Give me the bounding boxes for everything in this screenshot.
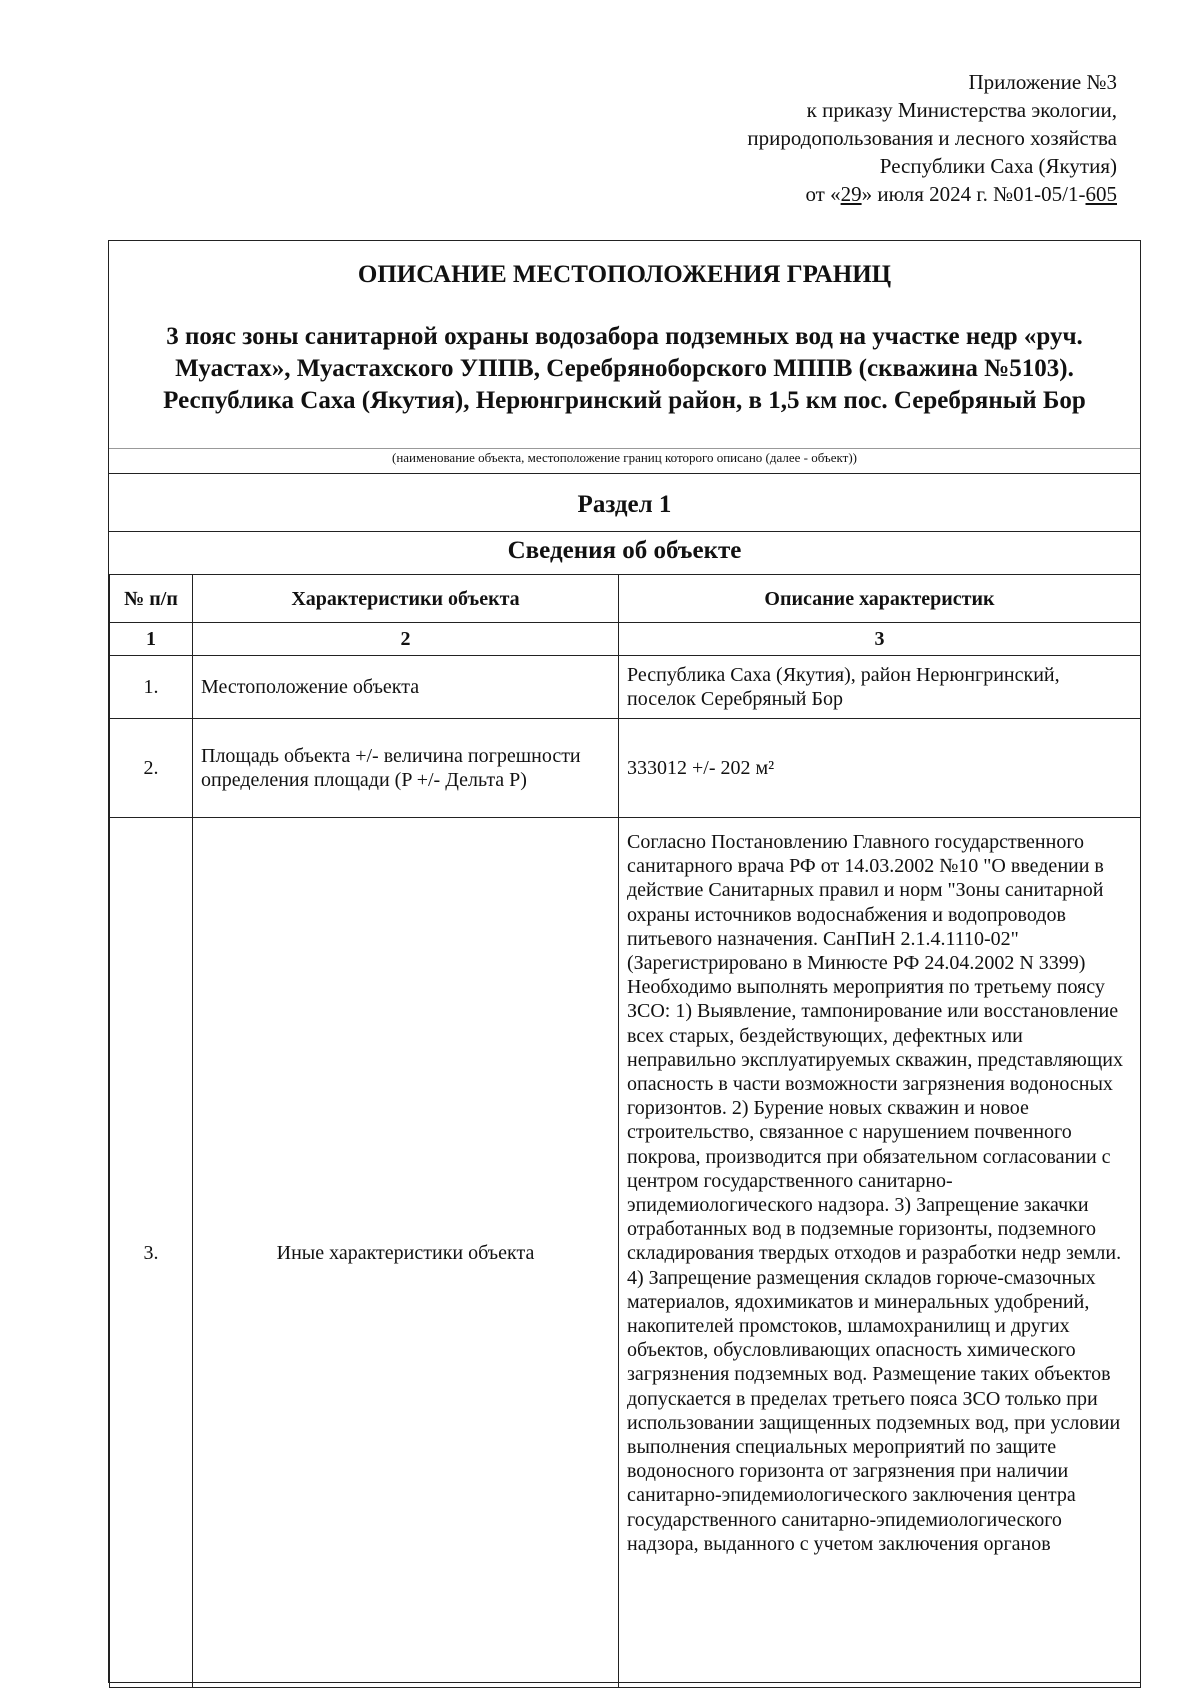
row-characteristic: Площадь объекта +/- величина погрешности определения площади (P +/- Дельта P) (193, 719, 619, 818)
object-name: 3 пояс зоны санитарной охраны водозабора подземных вод на участке недр «руч. Муастах», Муастахского УППВ, Серебряноборского МППВ (скважина №5103). Республика Саха (Якутия), Нерюнгринский район, в 1,5 км пос. Серебряный Бор (163, 323, 1086, 414)
appendix-date (747, 180, 1117, 208)
object-info-table (109, 574, 1141, 1688)
row-characteristic: Иные характеристики объекта (193, 818, 619, 1688)
row-characteristic: Местоположение объекта (193, 656, 619, 719)
date-prefix: от « (805, 182, 841, 206)
table-row (110, 719, 1141, 818)
appendix-order-ref: к приказу Министерства экологии, (806, 98, 1117, 122)
appendix-ministry: природопользования и лесного хозяйства (747, 126, 1117, 150)
table-row (110, 656, 1141, 719)
column-header-characteristic: Характеристики объекта (193, 575, 619, 623)
order-number: 605 (1085, 182, 1117, 206)
column-header-number: № п/п (110, 575, 193, 623)
table-row (110, 818, 1141, 1688)
index-cell: 1 (110, 623, 193, 656)
column-header-description: Описание характеристик (619, 575, 1141, 623)
row-description: Согласно Постановлению Главного государственного санитарного врача РФ от 14.03.2002 №10 "О введении в действие Санитарных правил и норм "Зоны санитарной охраны источников водоснабжения и водопроводов питьевого назначения. СанПиН 2.1.4.1110-02" (Зарегистрировано в Минюсте РФ 24.04.2002 N 3399) Необходимо выполнять мероприятия по третьему поясу ЗСО: 1) Выявление, тампонирование или восстановление всех старых, бездействующих, дефектных или неправильно эксплуатируемых скважин, представляющих опасность в части возможности загрязнения водоносных горизонтов. 2) Бурение новых скважин и новое строительство, связанное с нарушением почвенного покрова, производится при обязательном согласовании с центром государственного санитарно-эпидемиологического надзора. 3) Запрещение закачки отработанных вод в подземные горизонты, подземного складирования твердых отходов и разработки недр земли. 4) Запрещение размещения складов горюче-смазочных материалов, ядохимикатов и минеральных удобрений, накопителей промстоков, шламохранилищ и других объектов, обусловливающих опасность химического загрязнения подземных вод. Размещение таких объектов допускается в пределах третьего пояса ЗСО только при использовании защищенных подземных вод, при условии выполнения специальных мероприятий по защите водоносного горизонта от загрязнения при наличии санитарно-эпидемиологического заключения центра государственного санитарно-эпидемиологического надзора, выданного с учетом заключения органов (619, 818, 1141, 1688)
table-header-row (110, 575, 1141, 623)
document-frame (108, 240, 1141, 1683)
row-number: 2. (110, 719, 193, 818)
document-title: ОПИСАНИЕ МЕСТОПОЛОЖЕНИЯ ГРАНИЦ (357, 261, 892, 288)
row-number: 1. (110, 656, 193, 719)
row-description: Республика Саха (Якутия), район Нерюнгринский, поселок Серебряный Бор (619, 656, 1141, 719)
section-title: Раздел 1 (577, 491, 672, 518)
appendix-number: Приложение №3 (968, 70, 1117, 94)
object-name-hint: (наименование объекта, местоположение границ которого описано (далее - объект)) (109, 448, 1140, 466)
row-number: 3. (110, 818, 193, 1688)
date-day: 29 (840, 182, 862, 206)
table-index-row (110, 623, 1141, 656)
date-middle: » июля 2024 г. №01-05/1- (861, 182, 1086, 206)
appendix-header (747, 68, 1117, 208)
divider (109, 531, 1140, 532)
index-cell: 3 (619, 623, 1141, 656)
index-cell: 2 (193, 623, 619, 656)
appendix-republic: Республики Саха (Якутия) (879, 154, 1117, 178)
divider (109, 473, 1140, 474)
row-description: 333012 +/- 202 м² (619, 719, 1141, 818)
section-subtitle: Сведения об объекте (507, 537, 742, 564)
